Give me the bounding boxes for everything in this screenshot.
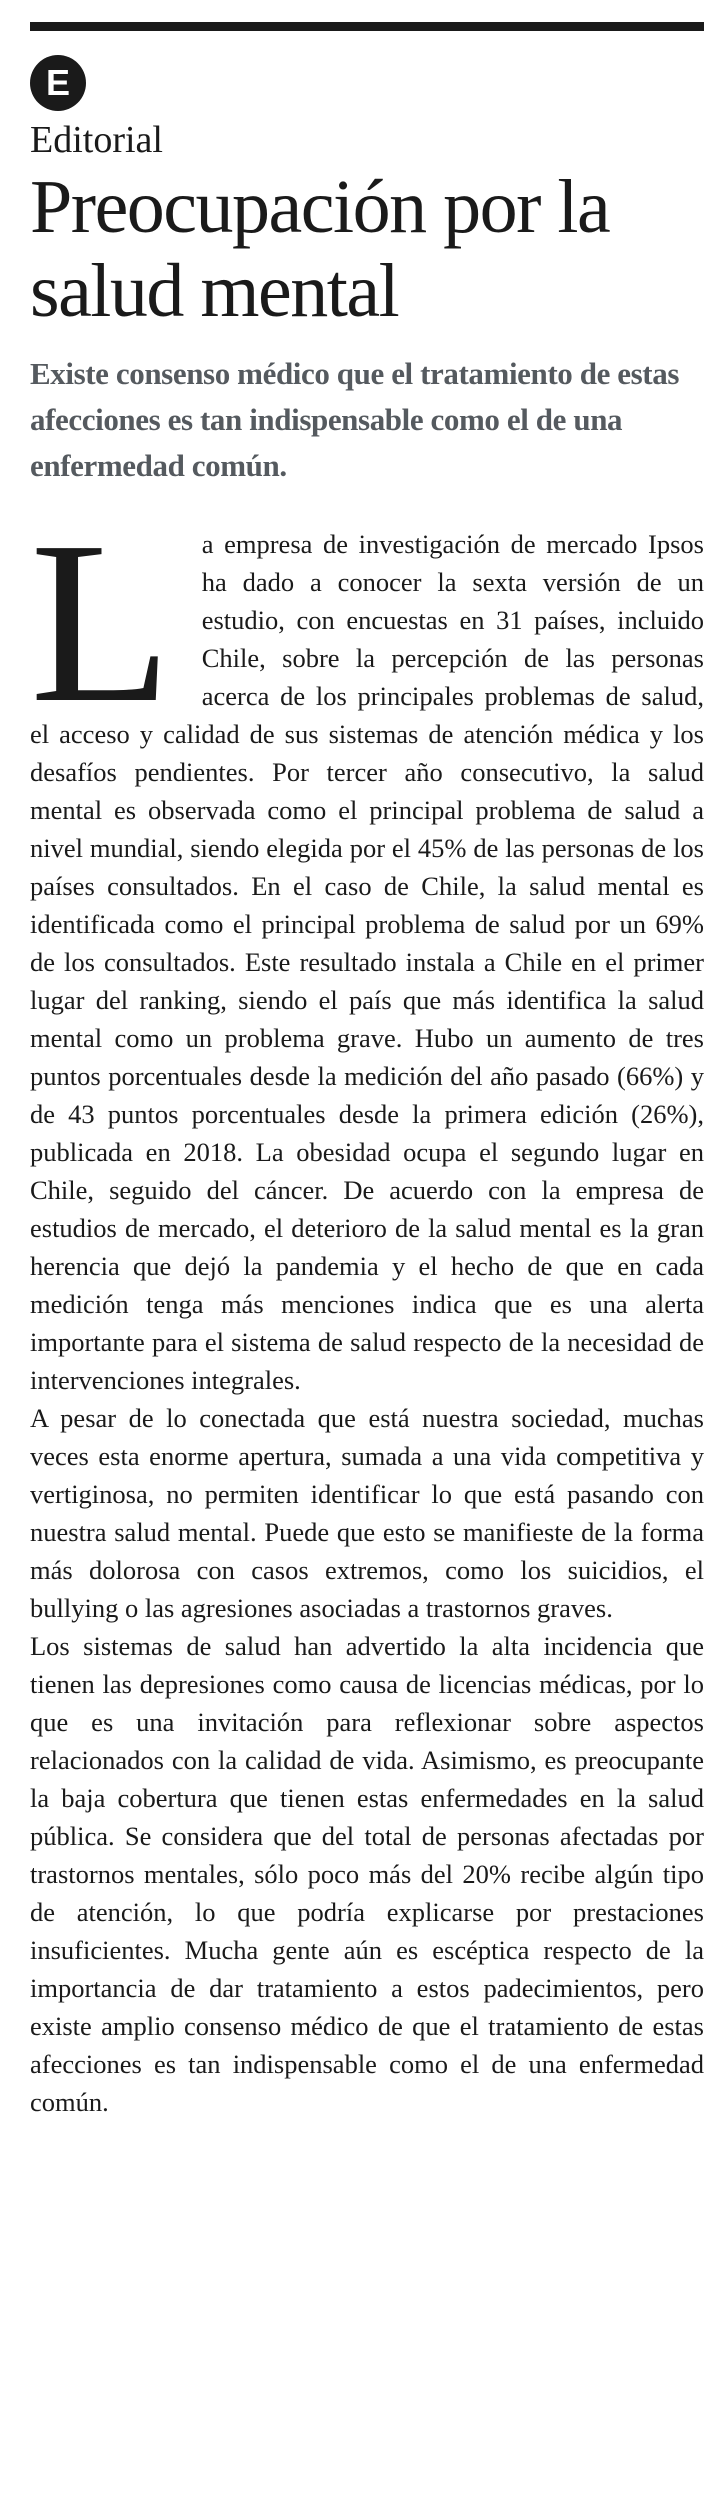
article-body <box>30 494 704 2121</box>
section-badge-letter: E <box>45 62 70 103</box>
editorial-article <box>30 22 704 2121</box>
drop-cap: L <box>30 494 172 751</box>
body-paragraph-3: Los sistemas de salud han advertido la alta incidencia que tienen las depresiones como causa de licencias médicas, por lo que es una invitación para reflexionar sobre aspectos relacionados con la calidad de vida. Asimismo, es preocupante la baja cobertura que tienen estas enfermedades en la salud pública. Se considera que del total de personas afectadas por trastornos mentales, sólo poco más del 20% recibe algún tipo de atención, lo que podría explicarse por prestaciones insuficientes. Mucha gente aún es escéptica respecto de la importancia de dar tratamiento a estos padecimientos, pero existe amplio consenso médico de que el tratamiento de estas afecciones es tan indispensable como el de una enfermedad común. <box>30 1631 704 2117</box>
section-label: Editorial <box>30 119 163 161</box>
top-rule <box>30 22 704 31</box>
deck: Existe consenso médico que el tratamiento de estas afecciones es tan indispensable como el de una enfermedad común. <box>30 356 679 483</box>
section-badge <box>30 55 86 111</box>
body-paragraph-1-text: a empresa de investigación de mercado Ipsos ha dado a conocer la sexta versión de un estudio, con encuestas en 31 países, incluido Chile, sobre la percepción de las personas acerca de los principales problemas de salud, el acceso y calidad de sus sistemas de atención médica y los desafíos pendientes. Por tercer año consecutivo, la salud mental es observada como el principal problema de salud a nivel mundial, siendo elegida por el 45% de las personas de los países consultados. En el caso de Chile, la salud mental es identificada como el principal problema de salud por un 69% de los consultados. Este resultado instala a Chile en el primer lugar del ranking, siendo el país que más identifica la salud mental como un problema grave. Hubo un aumento de tres puntos porcentuales desde la medición del año pasado (66%) y de 43 puntos porcentuales desde la primera edición (26%), publicada en 2018. La obesidad ocupa el segundo lugar en Chile, seguido del cáncer. De acuerdo con la empresa de estudios de mercado, el deterioro de la salud mental es la gran herencia que dejó la pandemia y el hecho de que en cada medición tenga más menciones indica que es una alerta importante para el sistema de salud respecto de la necesidad de intervenciones integrales. <box>30 529 704 1395</box>
body-paragraph-1 <box>30 494 704 1399</box>
headline: Preocupación por la salud mental <box>30 165 610 333</box>
body-paragraph-2: A pesar de lo conectada que está nuestra sociedad, muchas veces esta enorme apertura, sumada a una vida competitiva y vertiginosa, no permiten identificar lo que está pasando con nuestra salud mental. Puede que esto se manifieste de la forma más dolorosa con casos extremos, como los suicidios, el bullying o las agresiones asociadas a trastornos graves. <box>30 1403 704 1623</box>
